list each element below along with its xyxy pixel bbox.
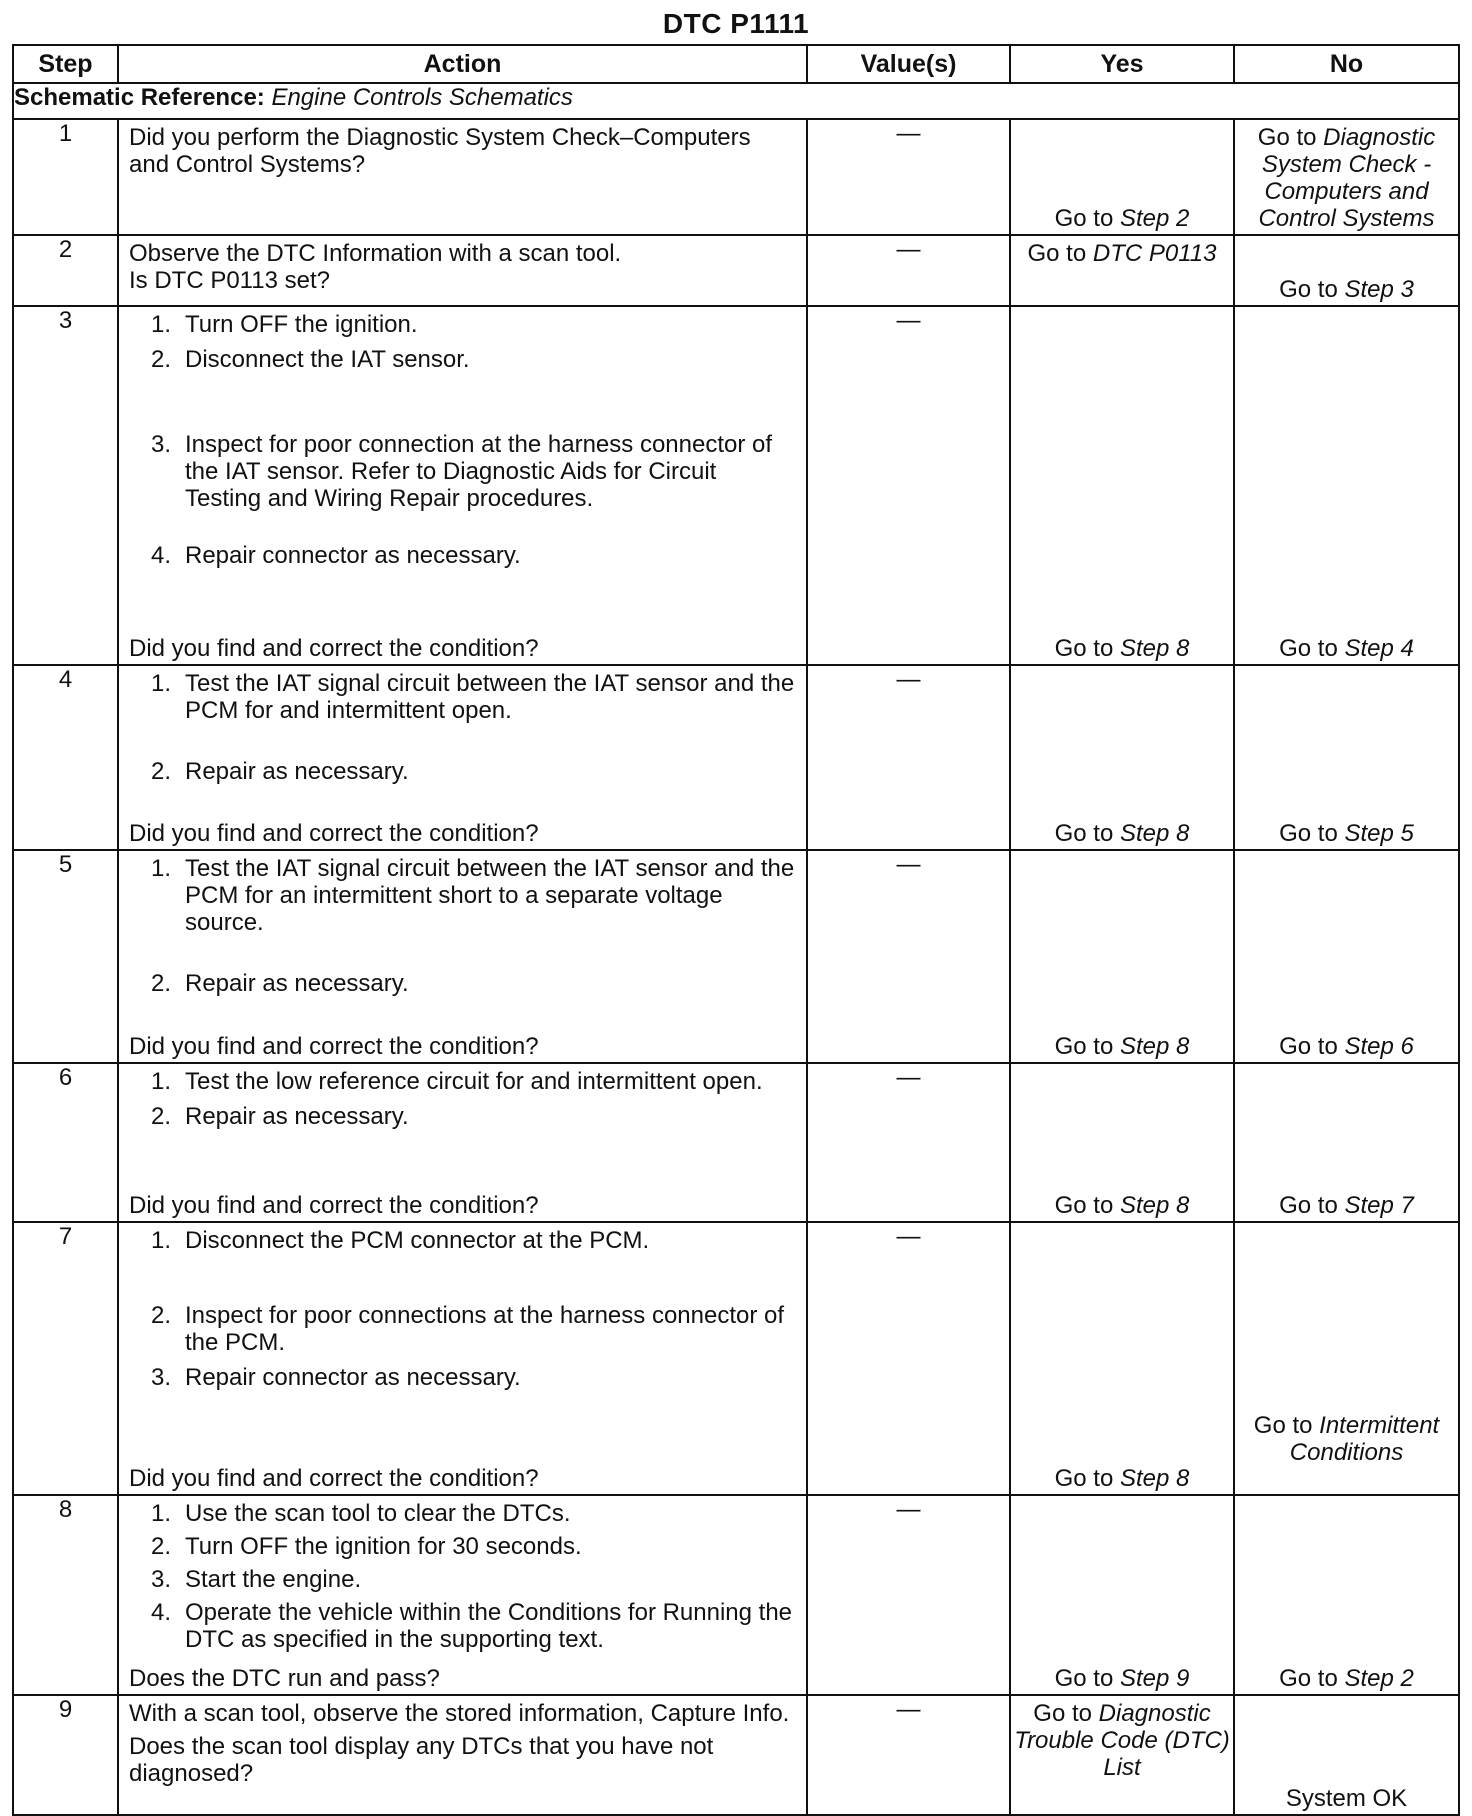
goto-label: Go to [1279, 276, 1338, 303]
list-item: 1. Test the IAT signal circuit between the IAT sensor and the PCM for and intermittent open. [151, 670, 795, 724]
yes-cell [1010, 1695, 1234, 1815]
step-number: 7 [13, 1222, 118, 1495]
table-row [13, 1695, 1459, 1815]
schematic-reference-row [13, 83, 1459, 119]
goto-label: Go to [1054, 205, 1114, 232]
action-question: Did you find and correct the condition? [129, 1192, 539, 1219]
yes-cell [1010, 306, 1234, 665]
no-cell [1234, 1222, 1459, 1495]
action-question: Is DTC P0113 set? [129, 267, 330, 294]
step-number: 3 [13, 306, 118, 665]
action-question: Does the DTC run and pass? [129, 1665, 440, 1692]
action-cell [118, 119, 807, 235]
value-cell: — [807, 235, 1010, 306]
list-item: 2. Inspect for poor connections at the harness connector of the PCM. [151, 1302, 785, 1356]
list-item: 1. Disconnect the PCM connector at the PCM. [151, 1227, 650, 1254]
no-target: Step 2 [1344, 1665, 1414, 1692]
table-row [13, 119, 1459, 235]
goto-label: Go to [1279, 1033, 1338, 1060]
yes-cell [1010, 235, 1234, 306]
action-question: Did you perform the Diagnostic System Check–Computers and Control Systems? [129, 124, 751, 178]
goto-label: Go to [1054, 1033, 1114, 1060]
no-target: Step 7 [1344, 1192, 1414, 1219]
value-cell: — [807, 1695, 1010, 1815]
action-cell [118, 850, 807, 1063]
goto-label: Go to [1279, 1665, 1338, 1692]
yes-target: Step 8 [1119, 1465, 1190, 1492]
no-target: Diagnostic System Check - Computers and Control Systems [1258, 124, 1436, 232]
step-number: 6 [13, 1063, 118, 1222]
list-item: 1. Use the scan tool to clear the DTCs. [151, 1500, 571, 1527]
step-number: 8 [13, 1495, 118, 1695]
action-question: Did you find and correct the condition? [129, 1465, 539, 1492]
value-cell: — [807, 1063, 1010, 1222]
schematic-ref: Engine Controls Schematics [271, 84, 573, 111]
yes-target: Step 8 [1119, 635, 1190, 662]
no-target: Step 3 [1344, 276, 1414, 303]
action-cell [118, 1495, 807, 1695]
yes-cell [1010, 119, 1234, 235]
action-cell [118, 306, 807, 665]
list-item: 2. Turn OFF the ignition for 30 seconds. [151, 1533, 582, 1560]
no-cell [1234, 306, 1459, 665]
list-item: 2. Repair as necessary. [151, 1103, 409, 1130]
goto-label: Go to [1054, 1465, 1114, 1492]
goto-label: Go to [1054, 820, 1114, 847]
action-cell [118, 1063, 807, 1222]
goto-label: Go to [1279, 820, 1338, 847]
page-title: DTC P1111 [662, 8, 810, 39]
header-yes: Yes [1010, 45, 1234, 83]
action-question: Does the scan tool display any DTCs that you have not diagnosed? [129, 1733, 714, 1787]
header-row [13, 45, 1459, 83]
action-cell [118, 1222, 807, 1495]
value-cell: — [807, 850, 1010, 1063]
action-cell [118, 1695, 807, 1815]
goto-label: Go to [1054, 1192, 1114, 1219]
action-steps [129, 1500, 796, 1653]
no-cell [1234, 850, 1459, 1063]
list-item: 2. Repair as necessary. [151, 970, 409, 997]
goto-label: Go to [1279, 1192, 1338, 1219]
header-action: Action [118, 45, 807, 83]
action-question: Did you find and correct the condition? [129, 1033, 539, 1060]
table-row [13, 1063, 1459, 1222]
table-row [13, 306, 1459, 665]
yes-cell [1010, 1063, 1234, 1222]
action-cell [118, 235, 807, 306]
action-question: Did you find and correct the condition? [129, 820, 539, 847]
no-target: Step 4 [1344, 635, 1414, 662]
step-number: 2 [13, 235, 118, 306]
goto-label: Go to [1279, 635, 1338, 662]
no-target: Intermittent Conditions [1289, 1412, 1440, 1466]
no-cell [1234, 1695, 1459, 1815]
no-cell [1234, 1495, 1459, 1695]
list-item: 1. Test the low reference circuit for and intermittent open. [151, 1068, 763, 1095]
step-number: 1 [13, 119, 118, 235]
yes-target: DTC P0113 [1092, 240, 1217, 267]
dtc-table [12, 44, 1460, 1816]
list-item: 3. Inspect for poor connection at the harness connector of the IAT sensor. Refer to Diagnostic Aids for Circuit Testing and Wiring Repair procedures. [151, 431, 773, 512]
goto-label: Go to [1257, 124, 1317, 151]
goto-label: Go to [1033, 1700, 1092, 1727]
no-target: Step 6 [1344, 1033, 1414, 1060]
action-question: Did you find and correct the condition? [129, 635, 539, 662]
yes-target: Step 8 [1119, 1033, 1190, 1060]
goto-label: Go to [1253, 1412, 1313, 1439]
list-item: 4. Operate the vehicle within the Conditions for Running the DTC as specified in the supporting text. [151, 1599, 793, 1653]
action-steps [129, 311, 796, 569]
header-no: No [1234, 45, 1459, 83]
schematic-label: Schematic Reference: [14, 84, 265, 111]
value-cell: — [807, 665, 1010, 850]
action-text: Observe the DTC Information with a scan tool. [129, 240, 622, 267]
list-item: 3. Repair connector as necessary. [151, 1364, 521, 1391]
goto-label: Go to [1027, 240, 1087, 267]
list-item: 3. Start the engine. [151, 1566, 362, 1593]
table-row [13, 1495, 1459, 1695]
table-row [13, 850, 1459, 1063]
yes-target: Diagnostic Trouble Code (DTC) List [1014, 1700, 1230, 1781]
list-item: 1. Turn OFF the ignition. [151, 311, 418, 338]
value-cell: — [807, 306, 1010, 665]
yes-cell [1010, 665, 1234, 850]
action-steps [129, 1068, 796, 1130]
goto-label: Go to [1054, 635, 1114, 662]
no-cell [1234, 665, 1459, 850]
step-number: 9 [13, 1695, 118, 1815]
goto-label: Go to [1054, 1665, 1114, 1692]
yes-cell [1010, 1222, 1234, 1495]
step-number: 4 [13, 665, 118, 850]
value-cell: — [807, 119, 1010, 235]
no-cell [1234, 235, 1459, 306]
value-cell: — [807, 1495, 1010, 1695]
no-cell [1234, 119, 1459, 235]
no-result: System OK [1285, 1785, 1408, 1812]
step-number: 5 [13, 850, 118, 1063]
header-step: Step [13, 45, 118, 83]
yes-cell [1010, 1495, 1234, 1695]
table-row [13, 1222, 1459, 1495]
action-steps [129, 1227, 796, 1391]
yes-target: Step 8 [1119, 1192, 1190, 1219]
header-values: Value(s) [807, 45, 1010, 83]
action-text: With a scan tool, observe the stored information, Capture Info. [129, 1700, 790, 1727]
no-cell [1234, 1063, 1459, 1222]
action-steps [129, 670, 796, 785]
yes-target: Step 2 [1119, 205, 1190, 232]
table-row [13, 235, 1459, 306]
list-item: 4. Repair connector as necessary. [151, 542, 521, 569]
table-row [13, 665, 1459, 850]
yes-cell [1010, 850, 1234, 1063]
list-item: 1. Test the IAT signal circuit between the IAT sensor and the PCM for an intermittent short to a separate voltage source. [151, 855, 795, 936]
list-item: 2. Disconnect the IAT sensor. [151, 346, 470, 373]
list-item: 2. Repair as necessary. [151, 758, 409, 785]
yes-target: Step 9 [1119, 1665, 1190, 1692]
action-cell [118, 665, 807, 850]
value-cell: — [807, 1222, 1010, 1495]
yes-target: Step 8 [1119, 820, 1190, 847]
action-steps [129, 855, 796, 997]
no-target: Step 5 [1344, 820, 1414, 847]
